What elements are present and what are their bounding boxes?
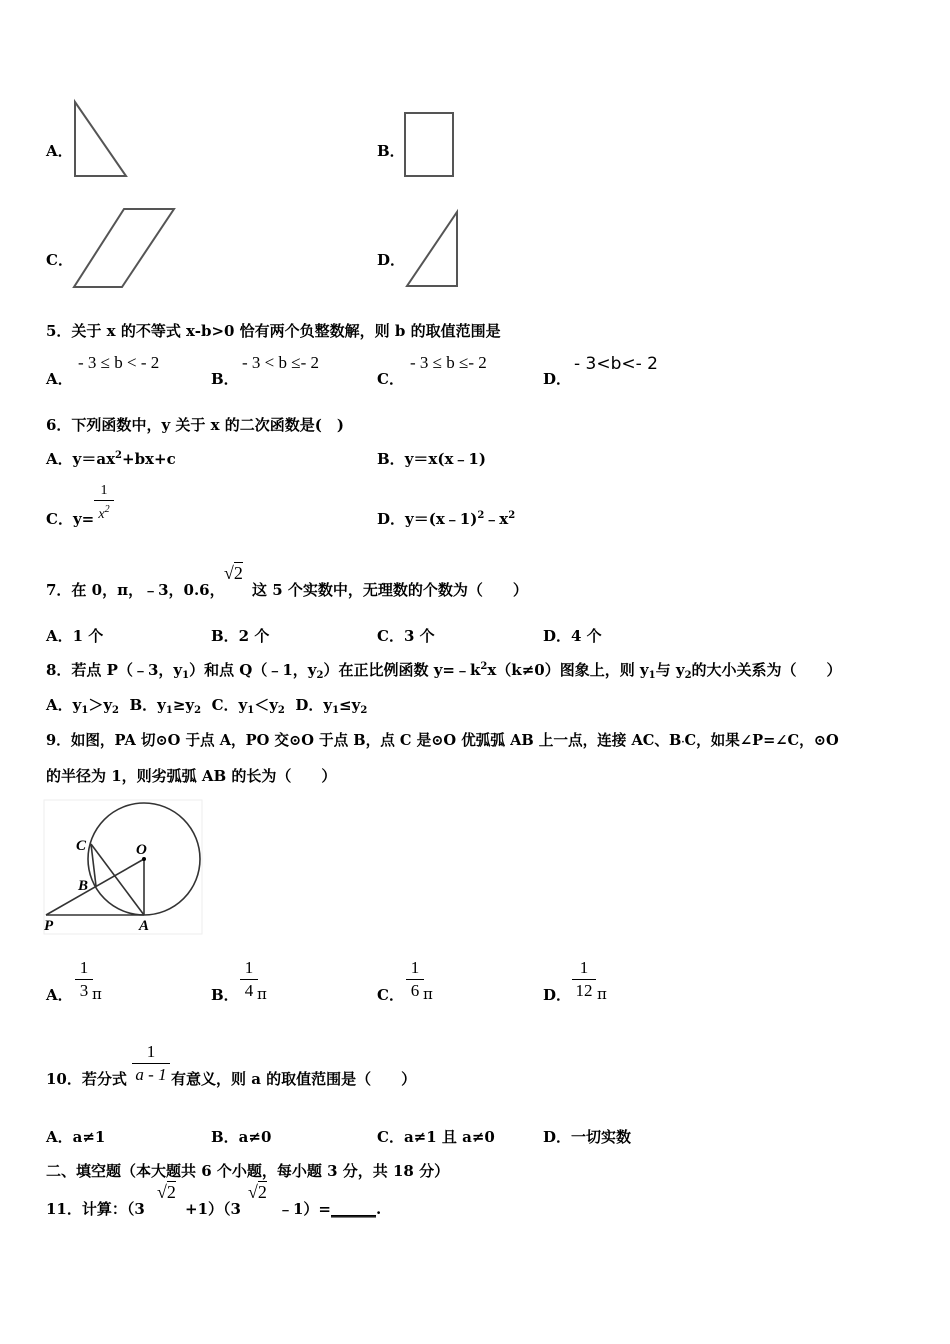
q6-option-a-sup: 2 — [115, 450, 122, 461]
q9-option-d-label: D． — [543, 986, 572, 1004]
q8-stem: 8．若点 P（﹣3，$y_1$）和点 Q（﹣1，$y_2$）在正比例函数 $y=﹣k^2x(k\ne 0)$图象上，则 $y_1$与 $y_2$的大小关系为（ ） — [46, 661, 842, 681]
q9-line-po — [46, 859, 144, 915]
q5-option-d-text: - 3<b<- 2 — [574, 354, 658, 374]
q9-stem-line1: 9．如图，PA 切⊙O 于点 A，PO 交⊙O 于点 B，点 C 是⊙O 优弧弧 AB 上一点，连接 AC、B·C，如果∠P=∠C，⊙O — [46, 732, 839, 749]
q7-option-a: A．1 个 — [46, 627, 104, 645]
q5-option-d-label: D． — [543, 370, 572, 388]
q4-option-d-label: D． — [377, 251, 406, 269]
q10-option-d: D．一切实数 — [543, 1128, 632, 1146]
q4-option-c-label: C． — [46, 251, 73, 269]
q6-option-b-label: B． — [377, 450, 405, 468]
q9-option-a-pi: π — [92, 985, 102, 1003]
q6-option-b-text: y＝x(x﹣1) — [404, 450, 486, 468]
q5-option-a-label: A． — [46, 370, 73, 388]
q10-option-a: A．a≠1 — [46, 1128, 106, 1146]
q9-stem-line2: 的半径为 1，则劣弧弧 AB 的长为（ ） — [46, 767, 337, 785]
q6-option-d-text: y＝(x﹣1) — [405, 510, 478, 528]
q10-stem-post: 有意义，则 a 的取值范围是（ ） — [171, 1070, 417, 1088]
q9-label-o: O — [136, 842, 147, 858]
q7-option-c: C．3 个 — [377, 627, 435, 645]
q5-option-c-text: - 3 ≤ b ≤- 2 — [410, 353, 487, 372]
q10-denominator: a - 1 — [135, 1065, 167, 1084]
q8-option-d: D．$y_1\le y_2$ — [295, 696, 368, 716]
q6-option-c — [46, 508, 94, 529]
q9-label-c: C — [76, 838, 87, 854]
q9-label-a: A — [139, 918, 150, 934]
q5-option-a-text: - 3 ≤ b < - 2 — [78, 353, 160, 372]
q9-option-c-fraction: 1 6 — [406, 958, 424, 1001]
q8-option-c: C．$y_1<y_2$ — [211, 696, 285, 716]
q6-option-c-numerator: 1 — [100, 483, 108, 498]
q9-label-b: B — [78, 878, 89, 894]
q8-option-b: B．$y_1\ge y_2$ — [129, 696, 202, 716]
q10-fraction — [132, 1042, 170, 1085]
q9-option-c-label: C． — [377, 986, 404, 1004]
q11-answer-blank[interactable]: ______ — [331, 1200, 377, 1218]
q9-option-b-pi: π — [257, 985, 267, 1003]
q7-option-d: D．4 个 — [543, 627, 602, 645]
q6-option-c-label: C． — [46, 510, 73, 528]
q8-options — [46, 694, 367, 716]
q6-option-d: D．$y=(x﹣1)^2﹣x^2$ — [377, 510, 516, 528]
q6-stem: 6．下列函数中，y 关于 x 的二次函数是( ) — [46, 416, 344, 434]
q11-mid: +1）（3 — [185, 1200, 241, 1218]
q7-option-b: B．2 个 — [211, 627, 270, 645]
q8-option-a: A．$y_1>y_2$ — [46, 696, 120, 716]
q6-option-a-label: A． — [46, 450, 73, 468]
q6-option-d-label: D． — [377, 510, 406, 528]
q6-option-c-denominator: $x^2$ — [98, 504, 110, 522]
q9-option-b-label: B． — [211, 986, 239, 1004]
q10-numerator: 1 — [146, 1042, 156, 1061]
q11-tail: ﹣1）=______. — [278, 1200, 382, 1218]
q5-option-b-text: - 3 < b ≤- 2 — [242, 353, 319, 372]
q11-pre: 11．计算：（3 — [46, 1200, 145, 1218]
q4-option-b-rectangle — [402, 110, 458, 180]
q6-option-a-tail: +bx+c — [122, 450, 176, 468]
q6-option-c-fraction — [94, 483, 114, 523]
q9-option-b-fraction: 1 4 — [240, 958, 258, 1001]
q9-label-p: P — [44, 918, 54, 934]
q4-option-a-label: A． — [46, 142, 73, 160]
q11-sqrt2: √2 — [248, 1182, 267, 1202]
q9-option-a-fraction: 1 3 — [75, 958, 93, 1001]
q4-option-b-label: B． — [377, 142, 405, 160]
q7-sqrt: √2 — [224, 563, 243, 583]
q5-option-b-label: B． — [211, 370, 239, 388]
q7-stem-pre: 7．在 0，π，﹣3，0.6， — [46, 581, 225, 599]
q9-option-d-pi: π — [597, 985, 607, 1003]
q9-option-a-label: A． — [46, 986, 73, 1004]
q4-option-d-triangle — [404, 208, 464, 290]
q7-stem-post: 这 5 个实数中，无理数的个数为（ ） — [252, 581, 528, 599]
q6-option-b — [377, 448, 486, 469]
q6-option-c-text: y= — [72, 510, 95, 528]
q6-option-a — [46, 448, 176, 469]
q10-option-c: C．a≠1 且 a≠0 — [377, 1128, 495, 1146]
section2-title: 二、填空题（本大题共 6 个小题，每小题 3 分，共 18 分） — [46, 1162, 450, 1180]
q6-option-a-text: y＝ax — [72, 450, 116, 468]
q9-figure — [44, 800, 204, 940]
q11-sqrt1: √2 — [157, 1182, 176, 1202]
q10-option-b: B．a≠0 — [211, 1128, 272, 1146]
q4-option-a-triangle — [72, 98, 132, 180]
q10-stem-pre: 10．若分式 — [46, 1070, 127, 1088]
q5-stem: 5．关于 x 的不等式 x-b>0 恰有两个负整数解，则 b 的取值范围是 — [46, 322, 501, 340]
q9-option-c-pi: π — [423, 985, 433, 1003]
q9-option-d-fraction: 1 12 — [572, 958, 596, 1001]
q4-option-c-parallelogram — [72, 205, 178, 291]
q5-option-c-label: C． — [377, 370, 404, 388]
